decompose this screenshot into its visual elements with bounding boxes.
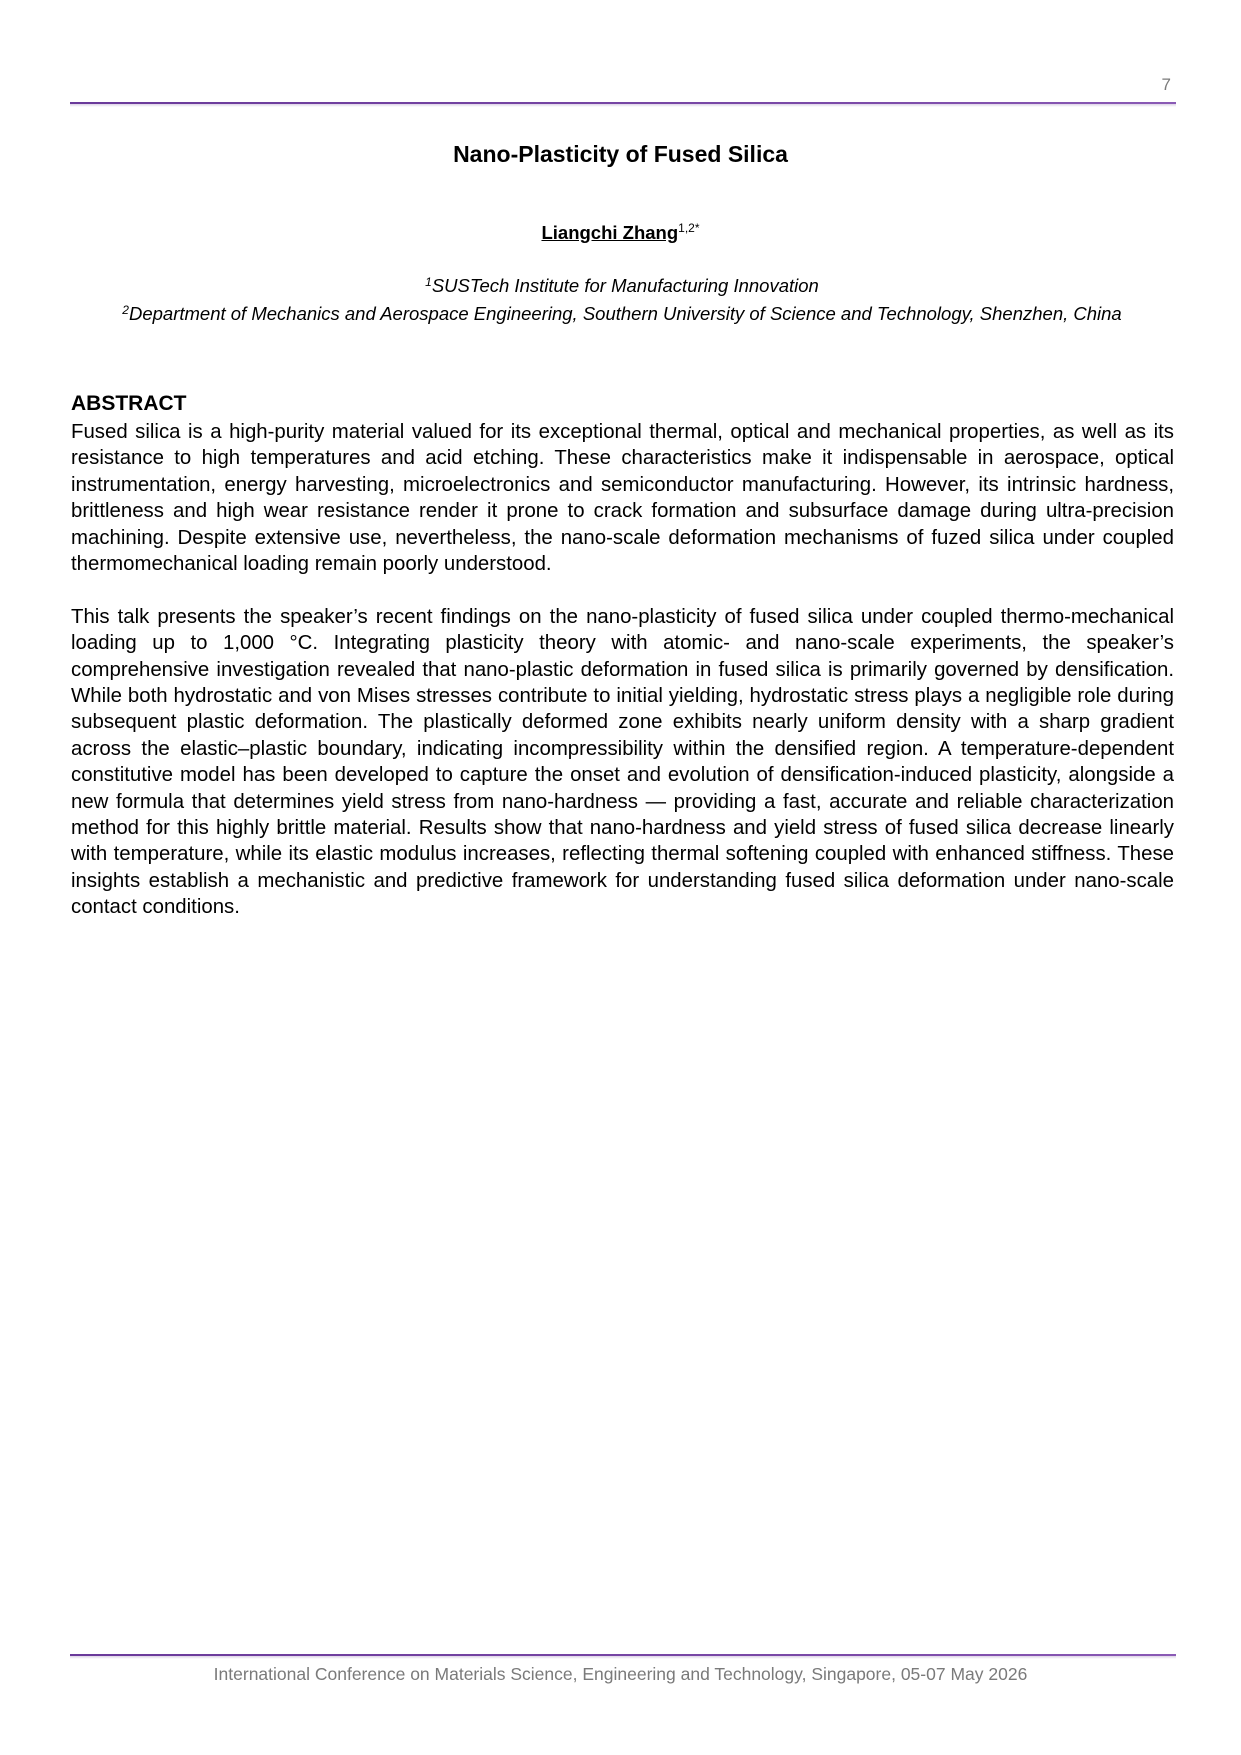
author-name: Liangchi Zhang (541, 222, 679, 243)
affiliation-2-text: Department of Mechanics and Aerospace Engineering, Southern University of Science and Technology, Shenzhen, China (128, 303, 1122, 324)
paper-title: Nano-Plasticity of Fused Silica (453, 141, 788, 167)
affiliations (70, 270, 1174, 326)
affiliation-2 (70, 298, 1174, 326)
footer-text: International Conference on Materials Science, Engineering and Technology, Singapore, 05-07 May 2026 (213, 1664, 1028, 1684)
abstract-paragraph-1: Fused silica is a high-purity material valued for its exceptional thermal, optical and mechanical properties, as well as its resistance to high temperatures and acid etching. These characteristics make it indispensable in aerospace, optical instrumentation, energy harvesting, microelectronics and semiconductor manufacturing. However, its intrinsic hardness, brittleness and high wear resistance render it prone to crack formation and subsurface damage during ultra-precision machining. Despite extensive use, nevertheless, the nano-scale deformation mechanisms of fuzed silica under coupled thermomechanical loading remain poorly understood. (71, 421, 1174, 576)
author-line (0, 221, 1241, 244)
header-rule (70, 102, 1176, 104)
footer-rule (70, 1654, 1176, 1656)
author-superscript: 1,2* (678, 221, 700, 235)
affiliation-1-sup: 1 (425, 275, 432, 289)
page-number: 7 (1161, 75, 1171, 94)
affiliation-1 (70, 270, 1174, 298)
affiliation-1-text: SUSTech Institute for Manufacturing Innovation (431, 275, 819, 296)
abstract-heading: ABSTRACT (71, 392, 187, 415)
abstract-paragraph-2: This talk presents the speaker’s recent findings on the nano-plasticity of fused silica under coupled thermo-mechanical loading up to 1,000 °C. Integrating plasticity theory with atomic- and nano-scale experiments, the speaker’s comprehensive investigation revealed that nano-plastic deformation in fused silica is primarily governed by densification. While both hydrostatic and von Mises stresses contribute to initial yielding, hydrostatic stress plays a negligible role during subsequent plastic deformation. The plastically deformed zone exhibits nearly uniform density with a sharp gradient across the elastic–plastic boundary, indicating incompressibility within the densified region. A temperature-dependent constitutive model has been developed to capture the onset and evolution of densification-induced plasticity, alongside a new formula that determines yield stress from nano-hardness — providing a fast, accurate and reliable characterization method for this highly brittle material. Results show that nano-hardness and yield stress of fused silica decrease linearly with temperature, while its elastic modulus increases, reflecting thermal softening coupled with enhanced stiffness. These insights establish a mechanistic and predictive framework for understanding fused silica deformation under nano-scale contact conditions. (71, 605, 1174, 919)
abstract-body (71, 419, 1174, 947)
affiliation-2-sup: 2 (122, 303, 129, 317)
